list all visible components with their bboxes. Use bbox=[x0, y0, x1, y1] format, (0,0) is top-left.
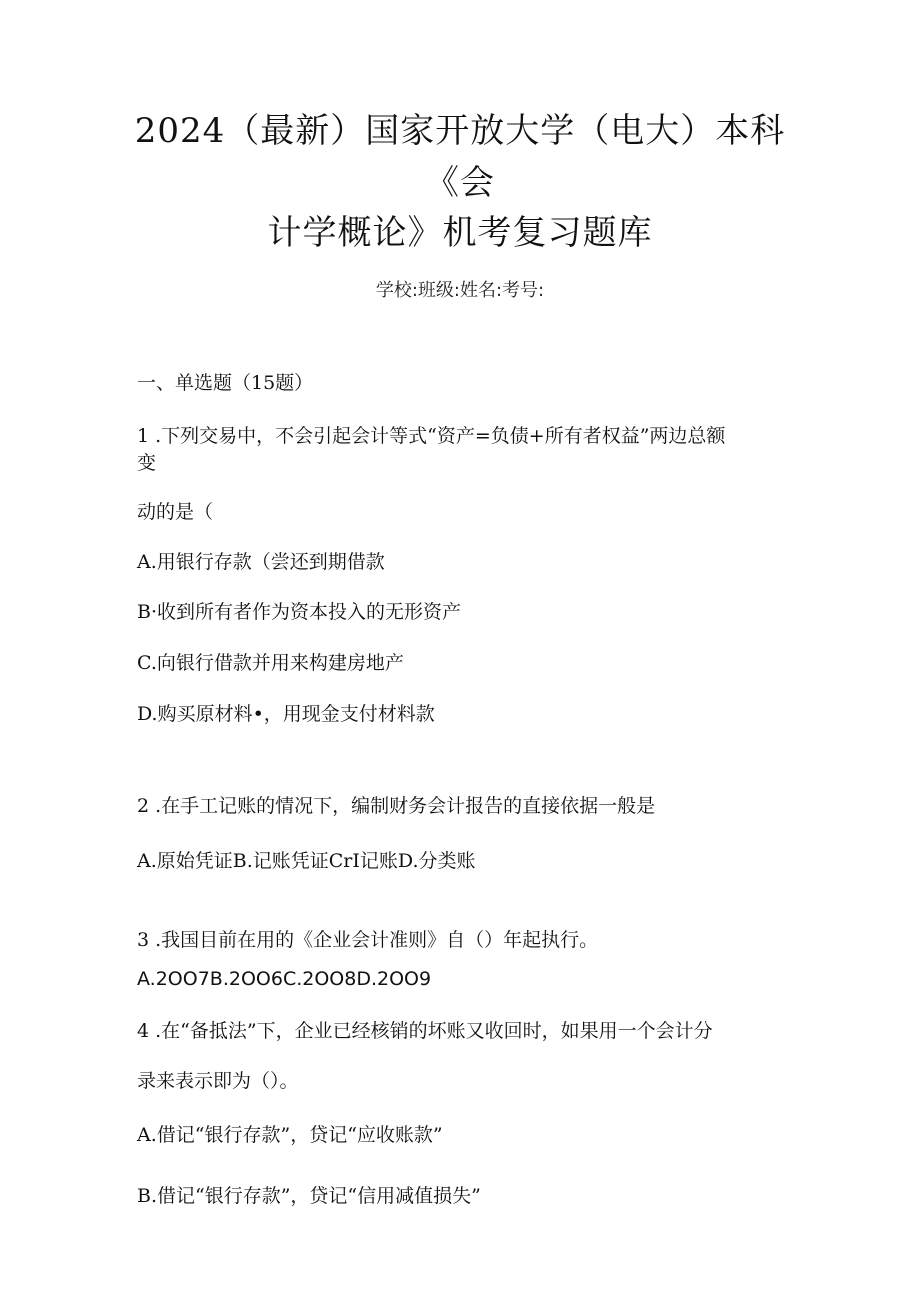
student-info-line: 学校:班级:姓名:考号: bbox=[375, 280, 545, 301]
question-1-stem-line-2: 变 bbox=[137, 452, 157, 474]
document-title-line-1: 2024（最新）国家开放大学（电大）本科 bbox=[134, 111, 786, 151]
question-1-stem-line-1: 1 .下列交易中，不会引起会计等式“资产=负债+所有者权益”两边总额 bbox=[137, 425, 726, 447]
document-title-line-3: 计学概论》机考复习题库 bbox=[267, 213, 653, 253]
question-2-options: A.原始凭证B.记账凭证CrI记账D.分类账 bbox=[137, 850, 476, 872]
question-1-option-c: C.向银行借款并用来构建房地产 bbox=[137, 652, 404, 674]
document-title-line-2: 《会 bbox=[425, 163, 495, 203]
question-4-option-a: A.借记“银行存款”，贷记“应收账款” bbox=[137, 1124, 443, 1146]
question-3-options: A.2OO7B.2OO6C.2OO8D.2OO9 bbox=[137, 968, 432, 990]
question-4-stem-line-2: 录来表示即为（）。 bbox=[137, 1070, 299, 1092]
question-1-option-a: A.用银行存款（尝还到期借款 bbox=[137, 551, 385, 573]
question-4-stem-line-1: 4 .在“备抵法”下，企业已经核销的坏账又收回时，如果用一个会计分 bbox=[137, 1020, 713, 1042]
question-2-stem: 2 .在手工记账的情况下，编制财务会计报告的直接依据一般是 bbox=[137, 795, 656, 817]
question-3-stem: 3 .我国目前在用的《企业会计准则》自（）年起执行。 bbox=[137, 929, 599, 951]
question-1-option-d: D.购买原材料•，用现金支付材料款 bbox=[137, 703, 435, 725]
question-1-stem-line-3: 动的是（ bbox=[137, 501, 214, 523]
question-1-option-b: B·收到所有者作为资本投入的无形资产 bbox=[137, 601, 462, 623]
question-4-option-b: B.借记“银行存款”，贷记“信用减值损失” bbox=[137, 1185, 481, 1207]
section-heading: 一、单选题（15题） bbox=[137, 372, 314, 394]
